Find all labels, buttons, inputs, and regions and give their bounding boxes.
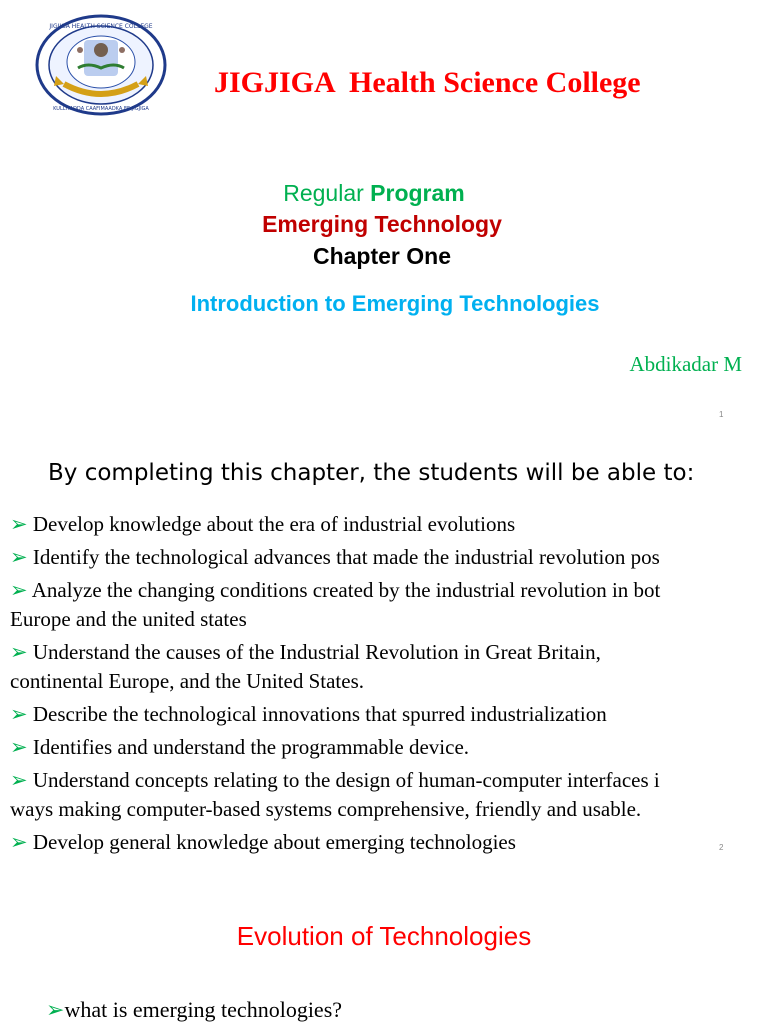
objective-text: Identify the technological advances that made the industrial revolution pos	[32, 545, 660, 569]
logo-ring-text: JIGJIGA HEALTH SCIENCE COLLEGE	[49, 23, 153, 30]
objectives-heading: By completing this chapter, the students will be able to:	[48, 460, 695, 486]
objective-item	[10, 766, 768, 824]
bullet-arrow-icon: ➢	[10, 735, 28, 759]
page-number: 1	[719, 410, 724, 419]
objectives-list	[10, 510, 768, 861]
objective-text: Develop knowledge about the era of industrial evolutions	[32, 512, 516, 536]
objective-text: Understand the causes of the Industrial Revolution in Great Britain, continental Europe, and the United States.	[10, 640, 601, 693]
bullet-arrow-icon: ➢	[10, 830, 28, 854]
objective-text: Describe the technological innovations that spurred industrialization	[32, 702, 607, 726]
objective-text: Understand concepts relating to the design of human-computer interfaces i ways making computer-based systems comprehensive, friendly and usable.	[10, 768, 660, 821]
objective-text: Identifies and understand the programmable device.	[32, 735, 470, 759]
evolution-slide	[0, 885, 768, 1024]
evolution-title: Evolution of Technologies	[236, 921, 532, 951]
objective-text: Develop general knowledge about emerging technologies	[32, 830, 516, 854]
bullet-arrow-icon: ➢	[10, 640, 28, 664]
objective-item	[10, 543, 768, 572]
title-slide	[0, 0, 768, 430]
question-text: what is emerging technologies?	[64, 997, 343, 1022]
intro-title: Introduction to Emerging Technologies	[190, 291, 600, 316]
objectives-slide	[0, 430, 768, 885]
objective-item	[10, 700, 768, 729]
bullet-arrow-icon: ➢	[10, 545, 28, 569]
page-number: 2	[719, 843, 724, 852]
objective-text: Analyze the changing conditions created by the industrial revolution in bot Europe and the united states	[10, 578, 661, 631]
bullet-arrow-icon: ➢	[46, 997, 65, 1022]
bullet-arrow-icon: ➢	[10, 768, 28, 792]
bullet-arrow-icon: ➢	[10, 578, 28, 602]
logo-ring-text-bottom: KULLIYADDA CAAFIMAADKA EE JIGJIGA	[53, 106, 149, 112]
objective-item	[10, 733, 768, 762]
bullet-arrow-icon: ➢	[10, 512, 28, 536]
program-line	[0, 180, 758, 207]
course-title: Emerging Technology	[262, 211, 502, 237]
objective-item	[10, 576, 768, 634]
program-label: Program	[370, 180, 465, 206]
question-item	[46, 997, 342, 1023]
program-prefix: Regular	[283, 180, 371, 206]
objective-item	[10, 510, 768, 539]
college-title: JIGJIGA Health Science College	[214, 66, 641, 99]
bullet-arrow-icon: ➢	[10, 702, 28, 726]
author-name: Abdikadar M	[629, 352, 742, 376]
chapter-title: Chapter One	[312, 243, 452, 269]
objective-item	[10, 828, 768, 857]
college-logo	[34, 14, 168, 116]
objective-item	[10, 638, 768, 696]
